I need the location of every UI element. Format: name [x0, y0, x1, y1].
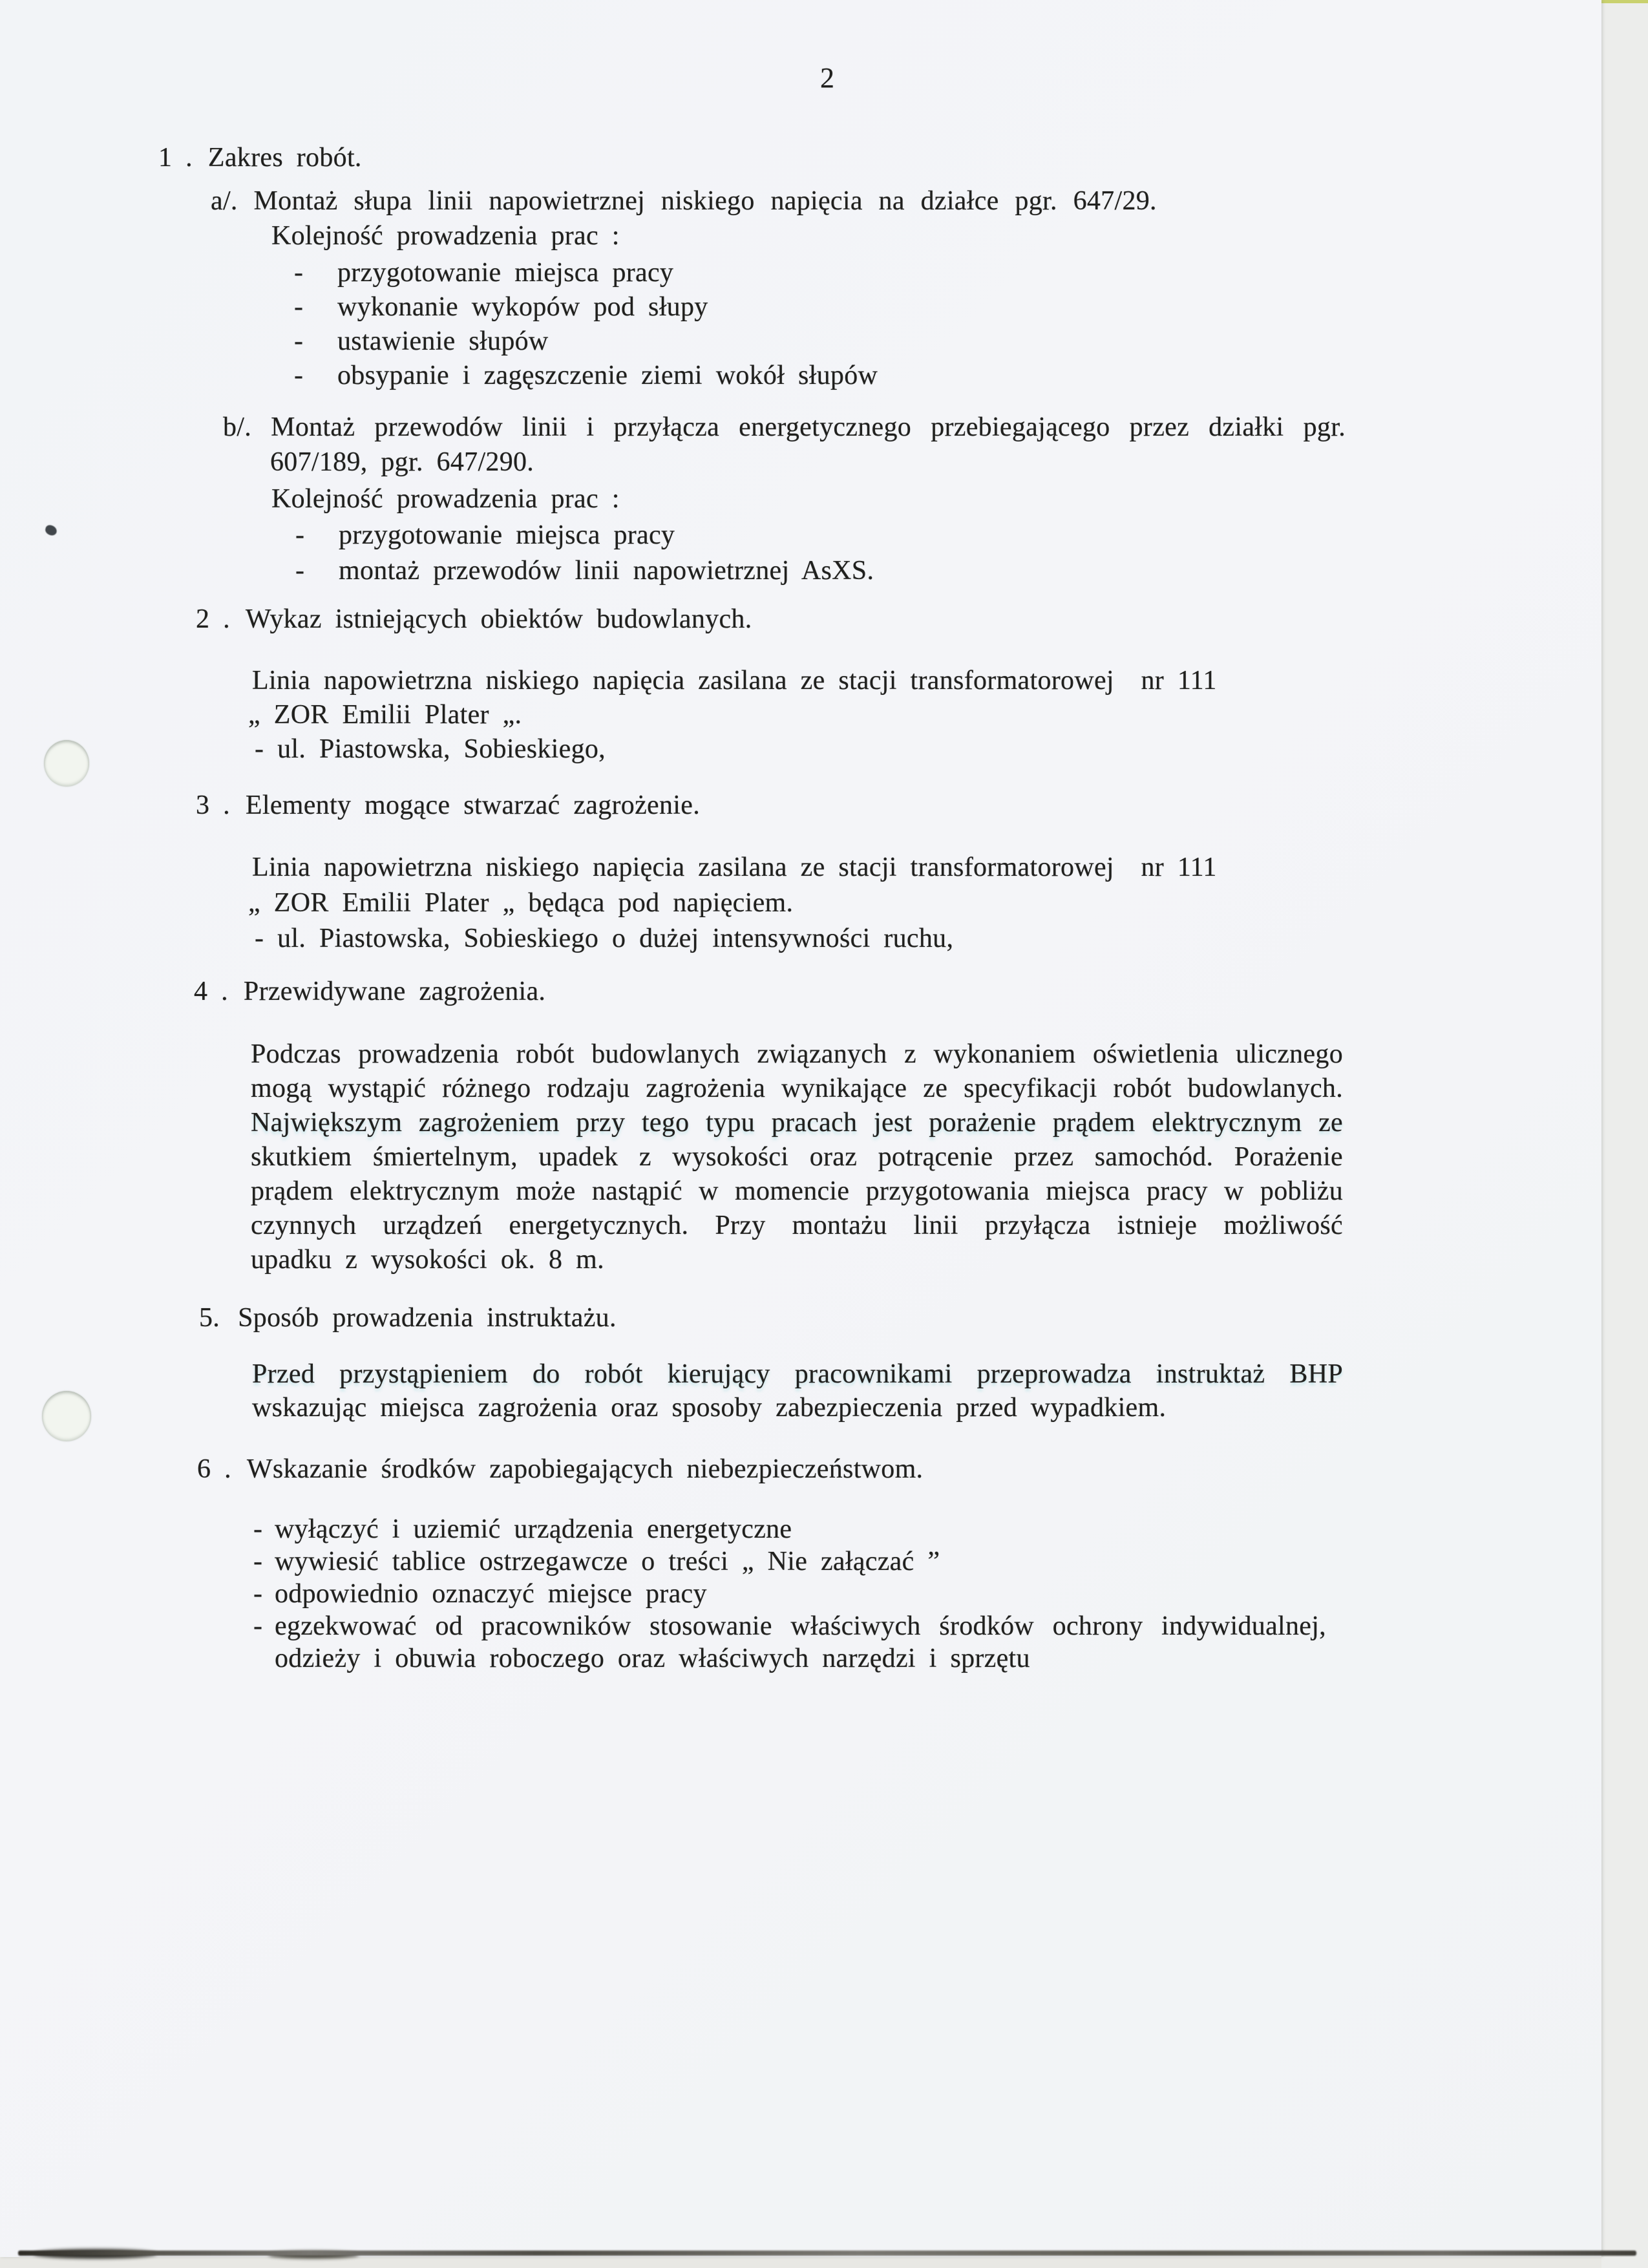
page-number: 2: [820, 62, 834, 94]
section-1b-sequence-label: Kolejność prowadzenia prac :: [271, 484, 620, 514]
section-5-number: 5.: [199, 1303, 220, 1333]
list-item-text: przygotowanie miejsca pracy: [337, 258, 674, 288]
list-item-text: wyłączyć i uziemić urządzenia energetyczne: [275, 1514, 792, 1544]
list-item: [294, 256, 878, 290]
section-4-title: Przewidywane zagrożenia.: [243, 977, 546, 1006]
section-3-heading: [196, 788, 700, 823]
section-2-paragraph: [248, 664, 1217, 767]
section-1b-line2: 607/189, pgr. 647/290.: [270, 447, 534, 477]
list-item-text: odpowiednio oznaczyć miejsce pracy: [275, 1579, 707, 1609]
section-1b-text: [223, 410, 1346, 480]
section-1a-steps-list: [294, 256, 878, 393]
dash-marker: -: [294, 361, 304, 390]
dash-marker: -: [253, 1611, 263, 1641]
list-item-text: wykonanie wykopów pod słupy: [337, 292, 708, 322]
list-item: [294, 359, 878, 393]
paragraph-line: - ul. Piastowska, Sobieskiego,: [255, 734, 606, 764]
scan-edge-artifact: [1599, 0, 1648, 3]
list-item: [294, 290, 878, 324]
punch-hole: [44, 740, 89, 787]
section-1b-line1: b/. Montaż przewodów linii i przyłącza energetycznego przebiegającego przez działki pgr.: [223, 412, 1346, 442]
section-2-heading: [196, 602, 752, 637]
paragraph-line: mogą wystąpić różnego rodzaju zagrożenia wynikające ze specyfikacji robót budowlanych.: [251, 1074, 1343, 1103]
paragraph-line: wskazując miejsca zagrożenia oraz sposoby zabezpieczenia przed wypadkiem.: [252, 1393, 1167, 1423]
scanner-background-strip: [1601, 0, 1648, 2268]
section-4-paragraph: [251, 1037, 1343, 1277]
dash-marker: -: [294, 258, 304, 288]
list-item-text: ustawienie słupów: [337, 326, 549, 356]
paragraph-line: Linia napowietrzna niskiego napięcia zasilana ze stacji transformatorowej nr 111: [252, 853, 1217, 882]
section-1-number: 1 .: [158, 143, 193, 173]
section-1-heading: [158, 140, 362, 176]
list-item: [295, 518, 874, 553]
dash-marker: -: [295, 556, 305, 586]
section-6-title: Wskazanie środków zapobiegających niebezpieczeństwom.: [246, 1454, 924, 1484]
section-6-heading: [197, 1452, 923, 1487]
paragraph-line: prądem elektrycznym może nastąpić w momencie przygotowania miejsca pracy w pobliżu: [251, 1176, 1343, 1206]
paragraph-line: Przed przystąpieniem do robót kierujący pracownikami przeprowadza instruktaż BHP: [252, 1359, 1343, 1389]
list-item: [253, 1610, 1326, 1675]
paragraph-line: skutkiem śmiertelnym, upadek z wysokości oraz potrącenie przez samochód. Porażenie: [251, 1142, 1343, 1172]
list-item-text: egzekwować od pracowników stosowanie właściwych środków ochrony indywidualnej, odzieży i obuwia roboczego oraz właściwych narzędzi i sprzętu: [275, 1611, 1326, 1673]
section-1-title: Zakres robót.: [207, 143, 362, 173]
list-item: [294, 324, 878, 359]
section-2-title: Wykaz istniejących obiektów budowlanych.: [245, 604, 752, 634]
list-item: [253, 1513, 1326, 1545]
paragraph-line: - ul. Piastowska, Sobieskiego o dużej intensywności ruchu,: [255, 924, 954, 953]
paragraph-line: Podczas prowadzenia robót budowlanych związanych z wykonaniem oświetlenia ulicznego: [251, 1039, 1343, 1069]
dash-marker: -: [253, 1579, 263, 1609]
section-4-heading: [194, 974, 545, 1010]
list-item-text: obsypanie i zagęszczenie ziemi wokół słupów: [337, 361, 878, 390]
list-item-text: wywiesić tablice ostrzegawcze o treści „ Nie załączać ”: [275, 1547, 940, 1576]
section-5-title: Sposób prowadzenia instruktażu.: [238, 1303, 617, 1333]
list-item: [253, 1545, 1326, 1578]
paragraph-line: Linia napowietrzna niskiego napięcia zasilana ze stacji transformatorowej nr 111: [252, 666, 1217, 695]
list-item-text: montaż przewodów linii napowietrznej AsXS.: [339, 556, 874, 586]
section-6-measures-list: [253, 1513, 1326, 1675]
paragraph-line: Największym zagrożeniem przy tego typu pracach jest porażenie prądem elektrycznym ze: [251, 1108, 1343, 1138]
paragraph-line: upadku z wysokości ok. 8 m.: [251, 1245, 604, 1275]
paragraph-line: czynnych urządzeń energetycznych. Przy montażu linii przyłącza istnieje możliwość: [251, 1211, 1343, 1240]
section-3-number: 3 .: [196, 790, 230, 820]
dash-marker: -: [253, 1514, 263, 1544]
dash-marker: -: [294, 326, 304, 356]
section-3-paragraph: [248, 850, 1217, 957]
section-1a-text: a/. Montaż słupa linii napowietrznej niskiego napięcia na działce pgr. 647/29.: [211, 186, 1157, 216]
list-item-text: przygotowanie miejsca pracy: [339, 520, 675, 550]
paper-bottom-edge: [18, 2251, 1636, 2256]
section-1b-steps-list: [295, 518, 874, 589]
dash-marker: -: [294, 292, 304, 322]
section-6-number: 6 .: [197, 1454, 231, 1484]
list-item: [295, 553, 874, 589]
section-3-title: Elementy mogące stwarzać zagrożenie.: [245, 790, 701, 820]
ink-speck: [44, 524, 58, 537]
section-5-paragraph: [252, 1357, 1343, 1425]
section-4-number: 4 .: [194, 977, 228, 1006]
section-1a-sequence-label: Kolejność prowadzenia prac :: [271, 221, 620, 251]
section-5-heading: [199, 1300, 617, 1336]
list-item: [253, 1578, 1326, 1610]
paragraph-line: „ ZOR Emilii Plater „.: [248, 700, 522, 730]
dash-marker: -: [253, 1547, 263, 1576]
section-2-number: 2 .: [196, 604, 230, 634]
punch-hole: [42, 1391, 91, 1441]
dash-marker: -: [295, 520, 305, 550]
paragraph-line: „ ZOR Emilii Plater „ będąca pod napięciem.: [248, 888, 794, 918]
